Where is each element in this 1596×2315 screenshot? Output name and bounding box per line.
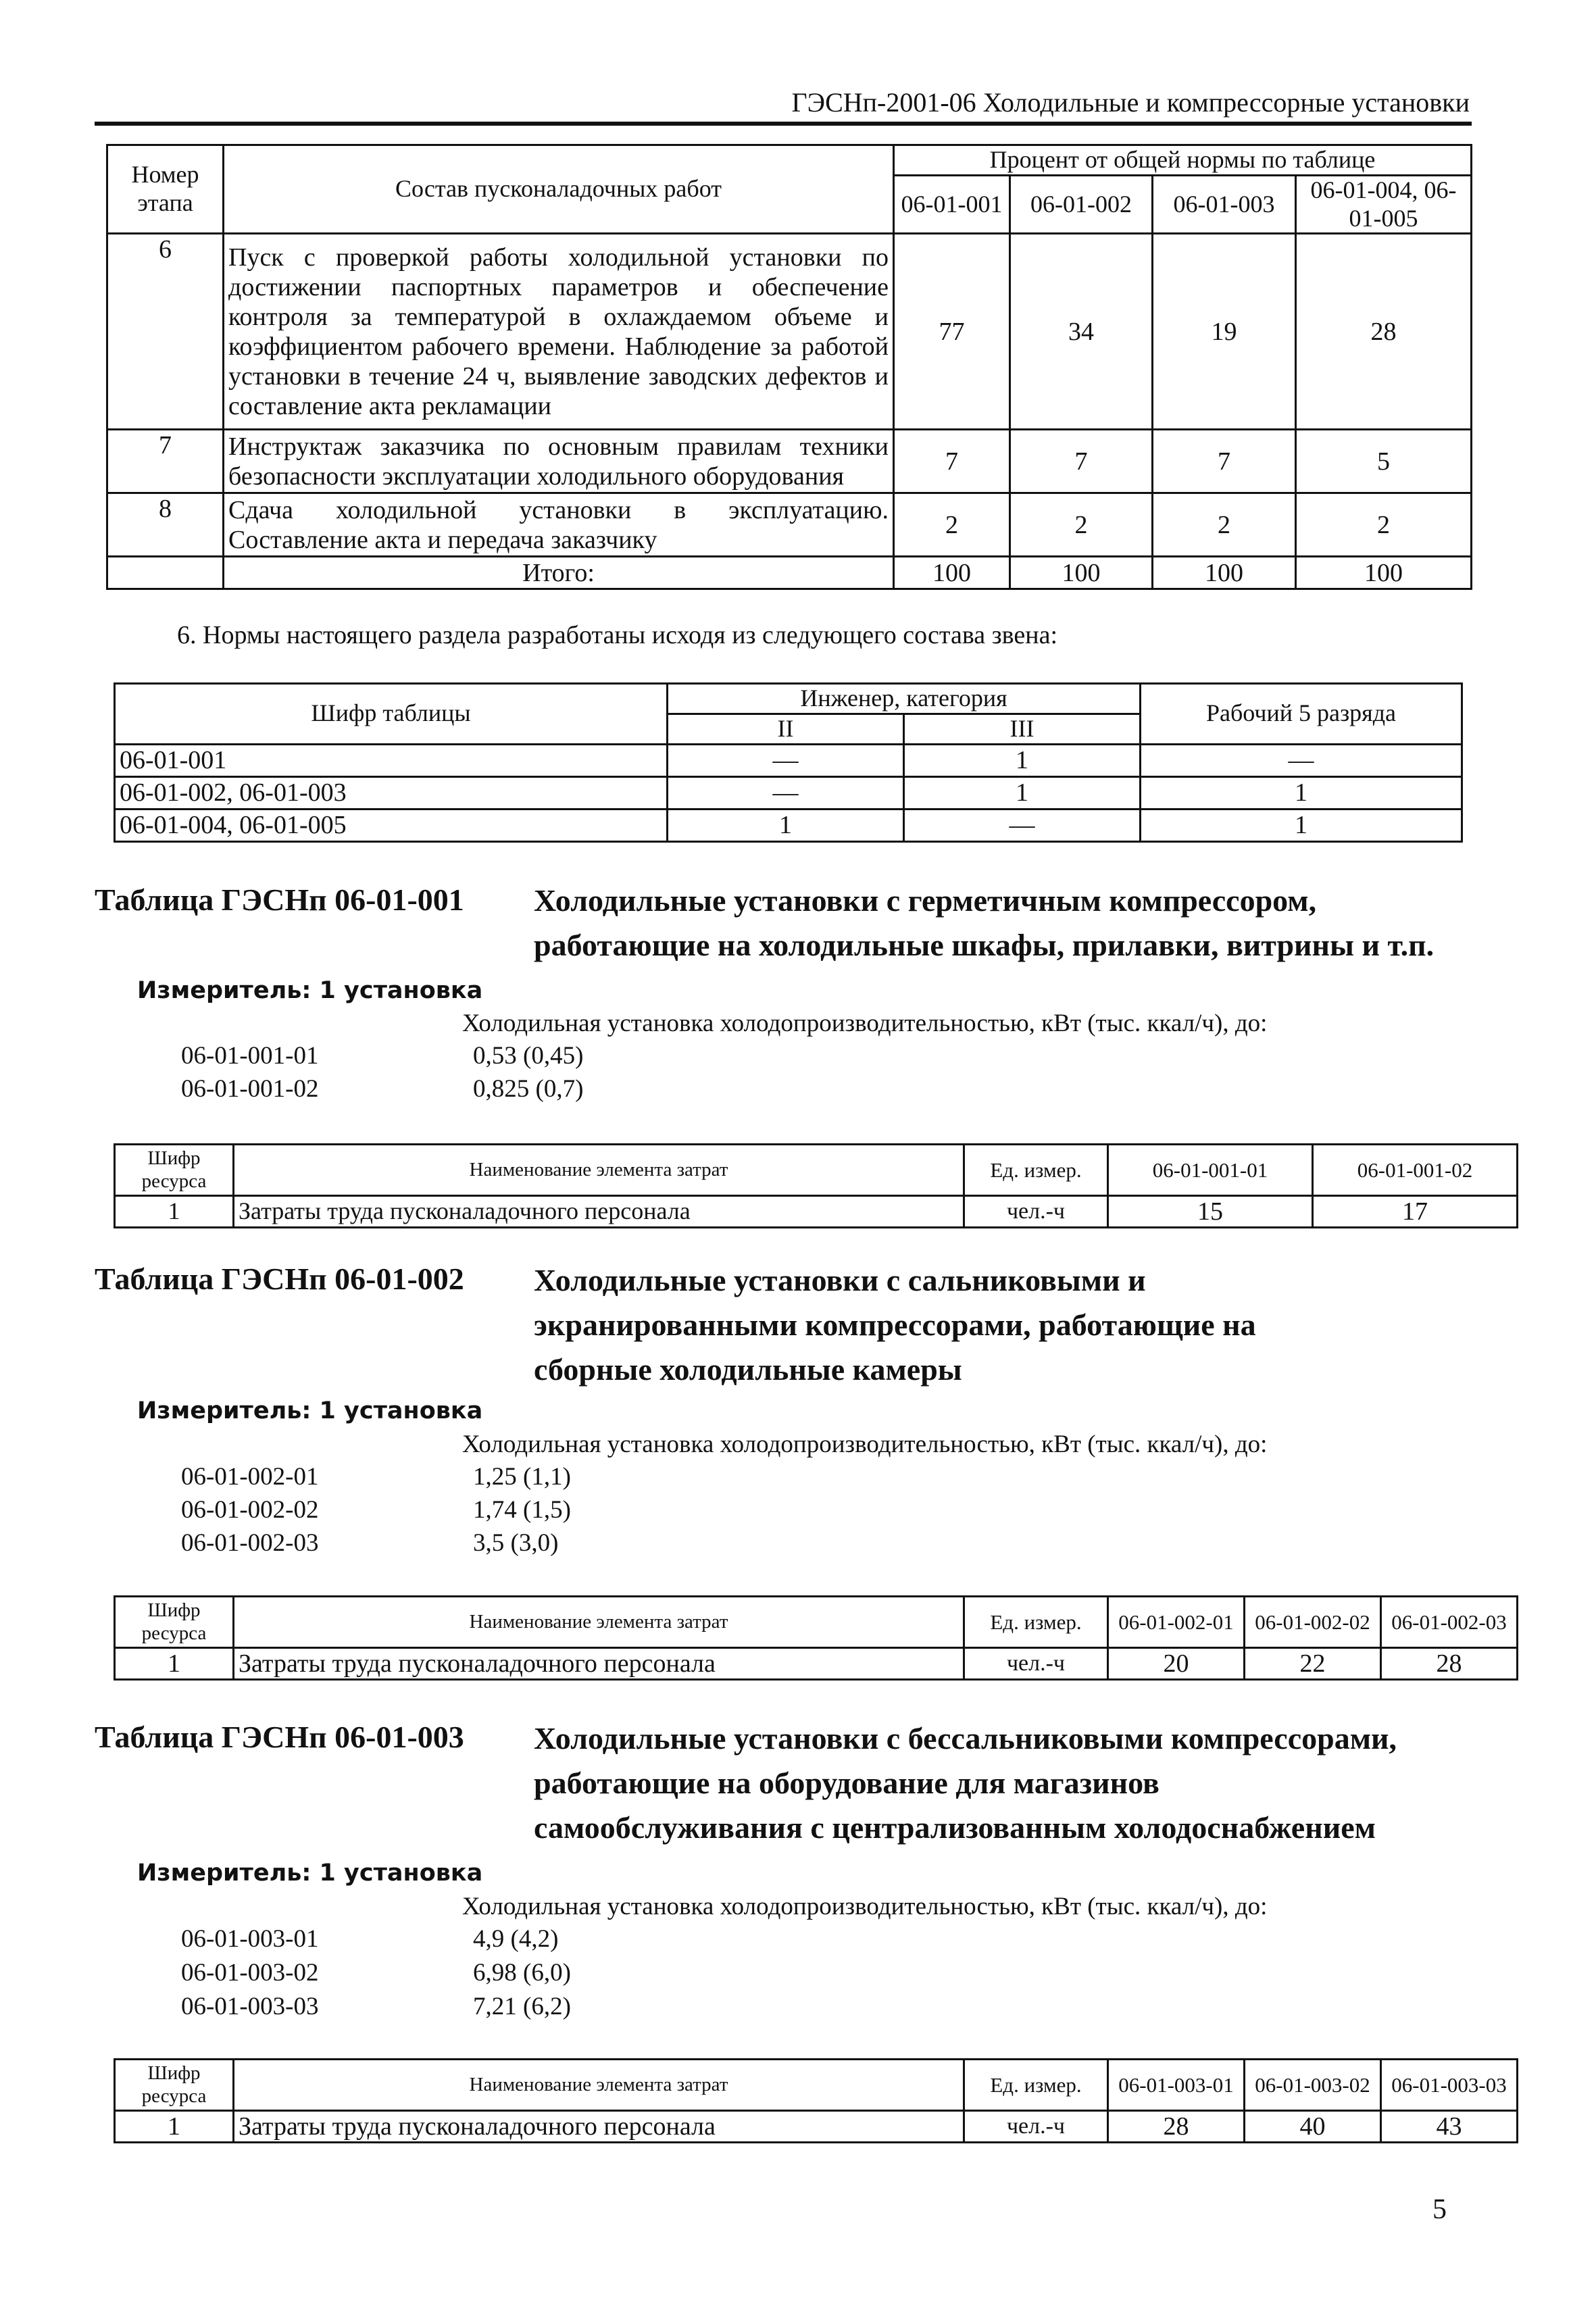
table-label: Таблица ГЭСНп 06-01-002	[95, 1262, 464, 1296]
crew-value: 1	[904, 776, 1141, 809]
stage-num: 7	[107, 430, 224, 493]
cost-name-header: Наименование элемента затрат	[234, 2060, 964, 2111]
unit: чел.-ч	[964, 2111, 1108, 2143]
norm-capacity: 1,74 (1,5)	[473, 1496, 571, 1524]
table-label: Таблица ГЭСНп 06-01-001	[95, 882, 464, 917]
stage-text: Сдача холодильной установки в эксплуатацию. Составление акта и передача заказчику	[224, 493, 894, 557]
category-header: III	[904, 714, 1141, 744]
table-row	[107, 430, 1472, 493]
norm-col-header: 06-01-003-03	[1381, 2060, 1518, 2111]
measure-unit: Измеритель: 1 установка	[137, 1860, 483, 1887]
crew-value: 1	[904, 744, 1141, 776]
total-row	[107, 557, 1472, 589]
norm-col-header: 06-01-001-01	[1108, 1145, 1313, 1196]
cost-name: Затраты труда пусконаладочного персонала	[234, 2111, 964, 2143]
percent-col-header: 06-01-004, 06-01-005	[1296, 175, 1472, 234]
percent-value: 28	[1296, 234, 1472, 430]
total-value: 100	[894, 557, 1010, 589]
stage-text: Пуск с проверкой работы холодильной установки по достижении паспортных параметров и обеспечение контроля за температурой в охлаждаемом объеме и коэффициентом рабочего времени. Наблюдение за работой установки в течение 24 ч, выявление заводских дефектов и составление акта рекламации	[224, 234, 894, 430]
table-row	[115, 809, 1462, 841]
norm-code: 06-01-002-03	[181, 1529, 319, 1557]
stage-num: 6	[107, 234, 224, 430]
table-row	[107, 493, 1472, 557]
cost-table-06-01-001	[114, 1143, 1518, 1228]
cost-name-header: Наименование элемента затрат	[234, 1145, 964, 1196]
crew-value: —	[904, 809, 1141, 841]
running-header: ГЭСНп-2001-06 Холодильные и компрессорные установки	[791, 87, 1470, 118]
total-label: Итого:	[224, 557, 894, 589]
norm-description: Холодильная установка холодопроизводительностью, кВт (тыс. ккал/ч), до:	[462, 1010, 1268, 1037]
category-header: II	[668, 714, 904, 744]
table-row	[115, 2111, 1518, 2143]
cost-name-header: Наименование элемента затрат	[234, 1597, 964, 1648]
unit: чел.-ч	[964, 1648, 1108, 1680]
norm-value: 17	[1313, 1196, 1518, 1228]
composition-header: Состав пусконаладочных работ	[224, 145, 894, 234]
percent-col-header: 06-01-001	[894, 175, 1010, 234]
cost-name: Затраты труда пусконаладочного персонала	[234, 1196, 964, 1228]
crew-code: 06-01-001	[115, 744, 668, 776]
page-number: 5	[1432, 2194, 1447, 2225]
norm-code: 06-01-003-02	[181, 1959, 319, 1987]
stage-text: Инструктаж заказчика по основным правилам техники безопасности эксплуатации холодильного оборудования	[224, 430, 894, 493]
worker-header: Рабочий 5 разряда	[1141, 684, 1462, 745]
norm-code: 06-01-003-01	[181, 1925, 319, 1953]
stage-num-header: Номер этапа	[107, 145, 224, 234]
percent-value: 5	[1296, 430, 1472, 493]
norm-capacity: 6,98 (6,0)	[473, 1959, 571, 1987]
table-row	[107, 234, 1472, 430]
table-title: Холодильные установки с бессальниковыми компрессорами, работающие на оборудование для магазинов самообслуживания с централизованным холодоснабжением	[534, 1721, 1397, 1845]
crew-value: 1	[1141, 809, 1462, 841]
measure-unit: Измеритель: 1 установка	[137, 1397, 483, 1424]
cost-name: Затраты труда пусконаладочного персонала	[234, 1648, 964, 1680]
norm-description: Холодильная установка холодопроизводительностью, кВт (тыс. ккал/ч), до:	[462, 1430, 1268, 1458]
crew-table	[114, 682, 1463, 843]
percent-value: 2	[1010, 493, 1153, 557]
norm-code: 06-01-003-03	[181, 1993, 319, 2020]
crew-value: —	[668, 744, 904, 776]
total-value: 100	[1010, 557, 1153, 589]
unit: чел.-ч	[964, 1196, 1108, 1228]
percent-value: 7	[1010, 430, 1153, 493]
percent-value: 2	[1153, 493, 1296, 557]
norm-value: 15	[1108, 1196, 1313, 1228]
percent-value: 7	[1153, 430, 1296, 493]
unit-header: Ед. измер.	[964, 1145, 1108, 1196]
table-row	[115, 1196, 1518, 1228]
crew-value: —	[668, 776, 904, 809]
norm-value: 20	[1108, 1648, 1245, 1680]
crew-value: 1	[668, 809, 904, 841]
norm-col-header: 06-01-003-02	[1245, 2060, 1381, 2111]
cost-table-06-01-003	[114, 2058, 1518, 2143]
norm-capacity: 3,5 (3,0)	[473, 1529, 559, 1557]
percent-value: 77	[894, 234, 1010, 430]
paragraph-6: 6. Нормы настоящего раздела разработаны исходя из следующего состава звена:	[177, 621, 1058, 649]
norm-capacity: 1,25 (1,1)	[473, 1463, 571, 1491]
cost-table-06-01-002	[114, 1595, 1518, 1681]
norm-capacity: 4,9 (4,2)	[473, 1925, 559, 1953]
resource-code-header: Шифр ресурса	[115, 1145, 234, 1196]
table-label: Таблица ГЭСНп 06-01-003	[95, 1720, 464, 1754]
total-value: 100	[1296, 557, 1472, 589]
norm-value: 28	[1381, 1648, 1518, 1680]
table-row	[115, 776, 1462, 809]
norm-value: 40	[1245, 2111, 1381, 2143]
resource-code: 1	[115, 1196, 234, 1228]
crew-value: —	[1141, 744, 1462, 776]
resource-code-header: Шифр ресурса	[115, 2060, 234, 2111]
unit-header: Ед. измер.	[964, 2060, 1108, 2111]
percent-value: 34	[1010, 234, 1153, 430]
percent-value: 2	[1296, 493, 1472, 557]
table-row	[115, 1648, 1518, 1680]
norm-col-header: 06-01-002-02	[1245, 1597, 1381, 1648]
norm-value: 43	[1381, 2111, 1518, 2143]
crew-code: 06-01-002, 06-01-003	[115, 776, 668, 809]
percent-col-header: 06-01-002	[1010, 175, 1153, 234]
norm-capacity: 0,53 (0,45)	[473, 1042, 584, 1070]
norm-code: 06-01-001-02	[181, 1075, 319, 1103]
norm-col-header: 06-01-002-01	[1108, 1597, 1245, 1648]
total-value: 100	[1153, 557, 1296, 589]
resource-code: 1	[115, 1648, 234, 1680]
norm-col-header: 06-01-003-01	[1108, 2060, 1245, 2111]
resource-code: 1	[115, 2111, 234, 2143]
measure-unit: Измеритель: 1 установка	[137, 977, 483, 1004]
crew-value: 1	[1141, 776, 1462, 809]
norm-code: 06-01-002-02	[181, 1496, 319, 1524]
header-rule	[95, 122, 1472, 126]
norm-code: 06-01-001-01	[181, 1042, 319, 1070]
norm-col-header: 06-01-001-02	[1313, 1145, 1518, 1196]
norm-col-header: 06-01-002-03	[1381, 1597, 1518, 1648]
norm-capacity: 0,825 (0,7)	[473, 1075, 584, 1103]
table-title: Холодильные установки с герметичным компрессором, работающие на холодильные шкафы, прилавки, витрины и т.п.	[534, 883, 1435, 962]
percent-value: 2	[894, 493, 1010, 557]
norm-code: 06-01-002-01	[181, 1463, 319, 1491]
crew-code-header: Шифр таблицы	[115, 684, 668, 745]
table-title: Холодильные установки с сальниковыми и экранированными компрессорами, работающие на сборные холодильные камеры	[534, 1263, 1256, 1387]
norm-value: 28	[1108, 2111, 1245, 2143]
stage-percent-table	[106, 144, 1472, 590]
percent-group-header: Процент от общей нормы по таблице	[894, 145, 1472, 176]
percent-value: 19	[1153, 234, 1296, 430]
norm-value: 22	[1245, 1648, 1381, 1680]
resource-code-header: Шифр ресурса	[115, 1597, 234, 1648]
crew-code: 06-01-004, 06-01-005	[115, 809, 668, 841]
norm-description: Холодильная установка холодопроизводительностью, кВт (тыс. ккал/ч), до:	[462, 1893, 1268, 1920]
percent-col-header: 06-01-003	[1153, 175, 1296, 234]
norm-capacity: 7,21 (6,2)	[473, 1993, 571, 2020]
stage-num: 8	[107, 493, 224, 557]
engineer-header: Инженер, категория	[668, 684, 1141, 714]
table-row	[115, 744, 1462, 776]
percent-value: 7	[894, 430, 1010, 493]
unit-header: Ед. измер.	[964, 1597, 1108, 1648]
